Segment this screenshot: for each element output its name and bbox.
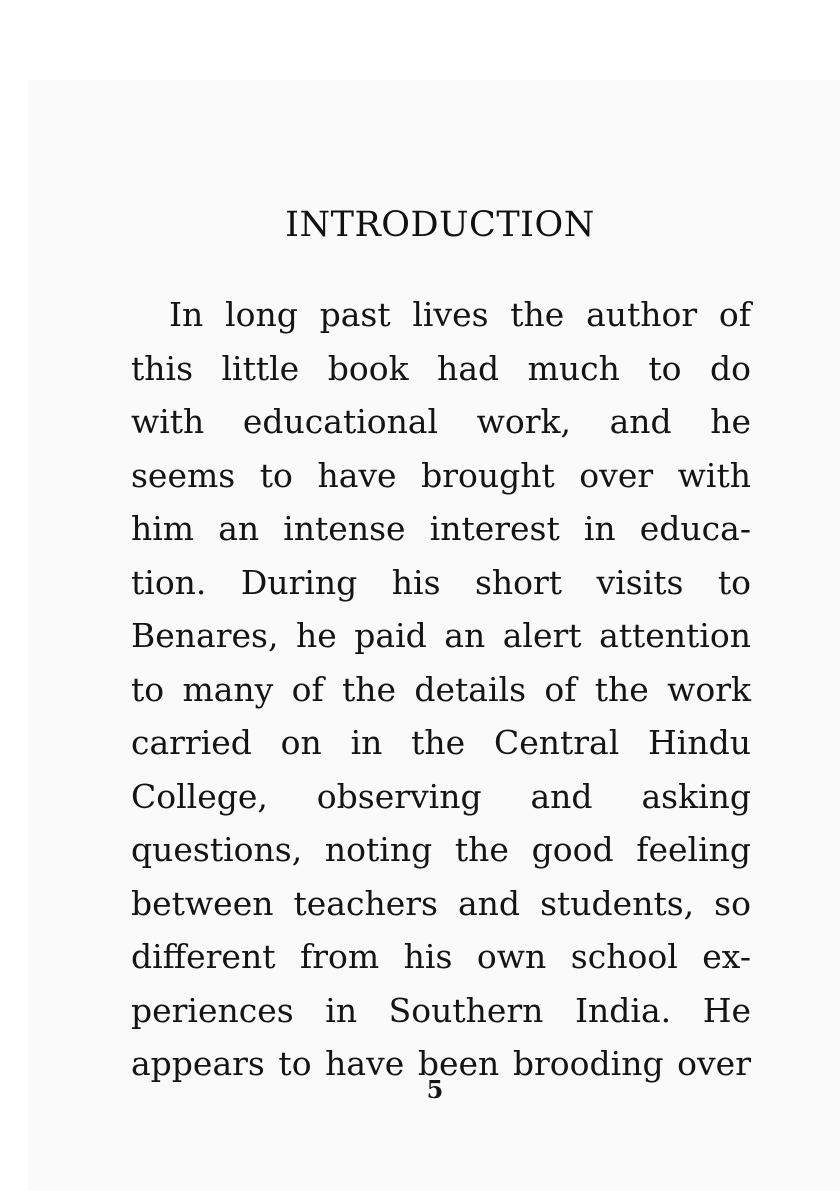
- body-line: carried on in the Central Hindu: [131, 723, 751, 762]
- body-line: between teachers and students, so: [131, 883, 751, 923]
- body-line: him an intense interest in educa-: [131, 509, 751, 548]
- body-line: College, observing and asking: [131, 776, 751, 816]
- body-line: tion. During his short visits to: [131, 562, 751, 602]
- body-line: periences in Southern India. He: [131, 990, 751, 1030]
- body-line: appears to have been brooding over: [131, 1044, 751, 1083]
- body-line: Benares, he paid an alert attention: [131, 616, 751, 655]
- chapter-title: INTRODUCTION: [285, 205, 595, 245]
- body-line: seems to have brought over with: [131, 455, 751, 495]
- body-line: questions, noting the good feeling: [131, 830, 751, 869]
- page-top-margin: [0, 0, 840, 80]
- body-line: to many of the details of the work: [131, 669, 751, 709]
- page-number: 5: [426, 1075, 444, 1104]
- body-line: with educational work, and he: [131, 402, 751, 441]
- page-left-edge: [0, 0, 28, 1191]
- body-line: In long past lives the author of: [169, 295, 751, 334]
- body-line: different from his own school ex-: [131, 937, 751, 976]
- body-line: this little book had much to do: [131, 348, 751, 388]
- body-paragraph: [131, 288, 751, 1091]
